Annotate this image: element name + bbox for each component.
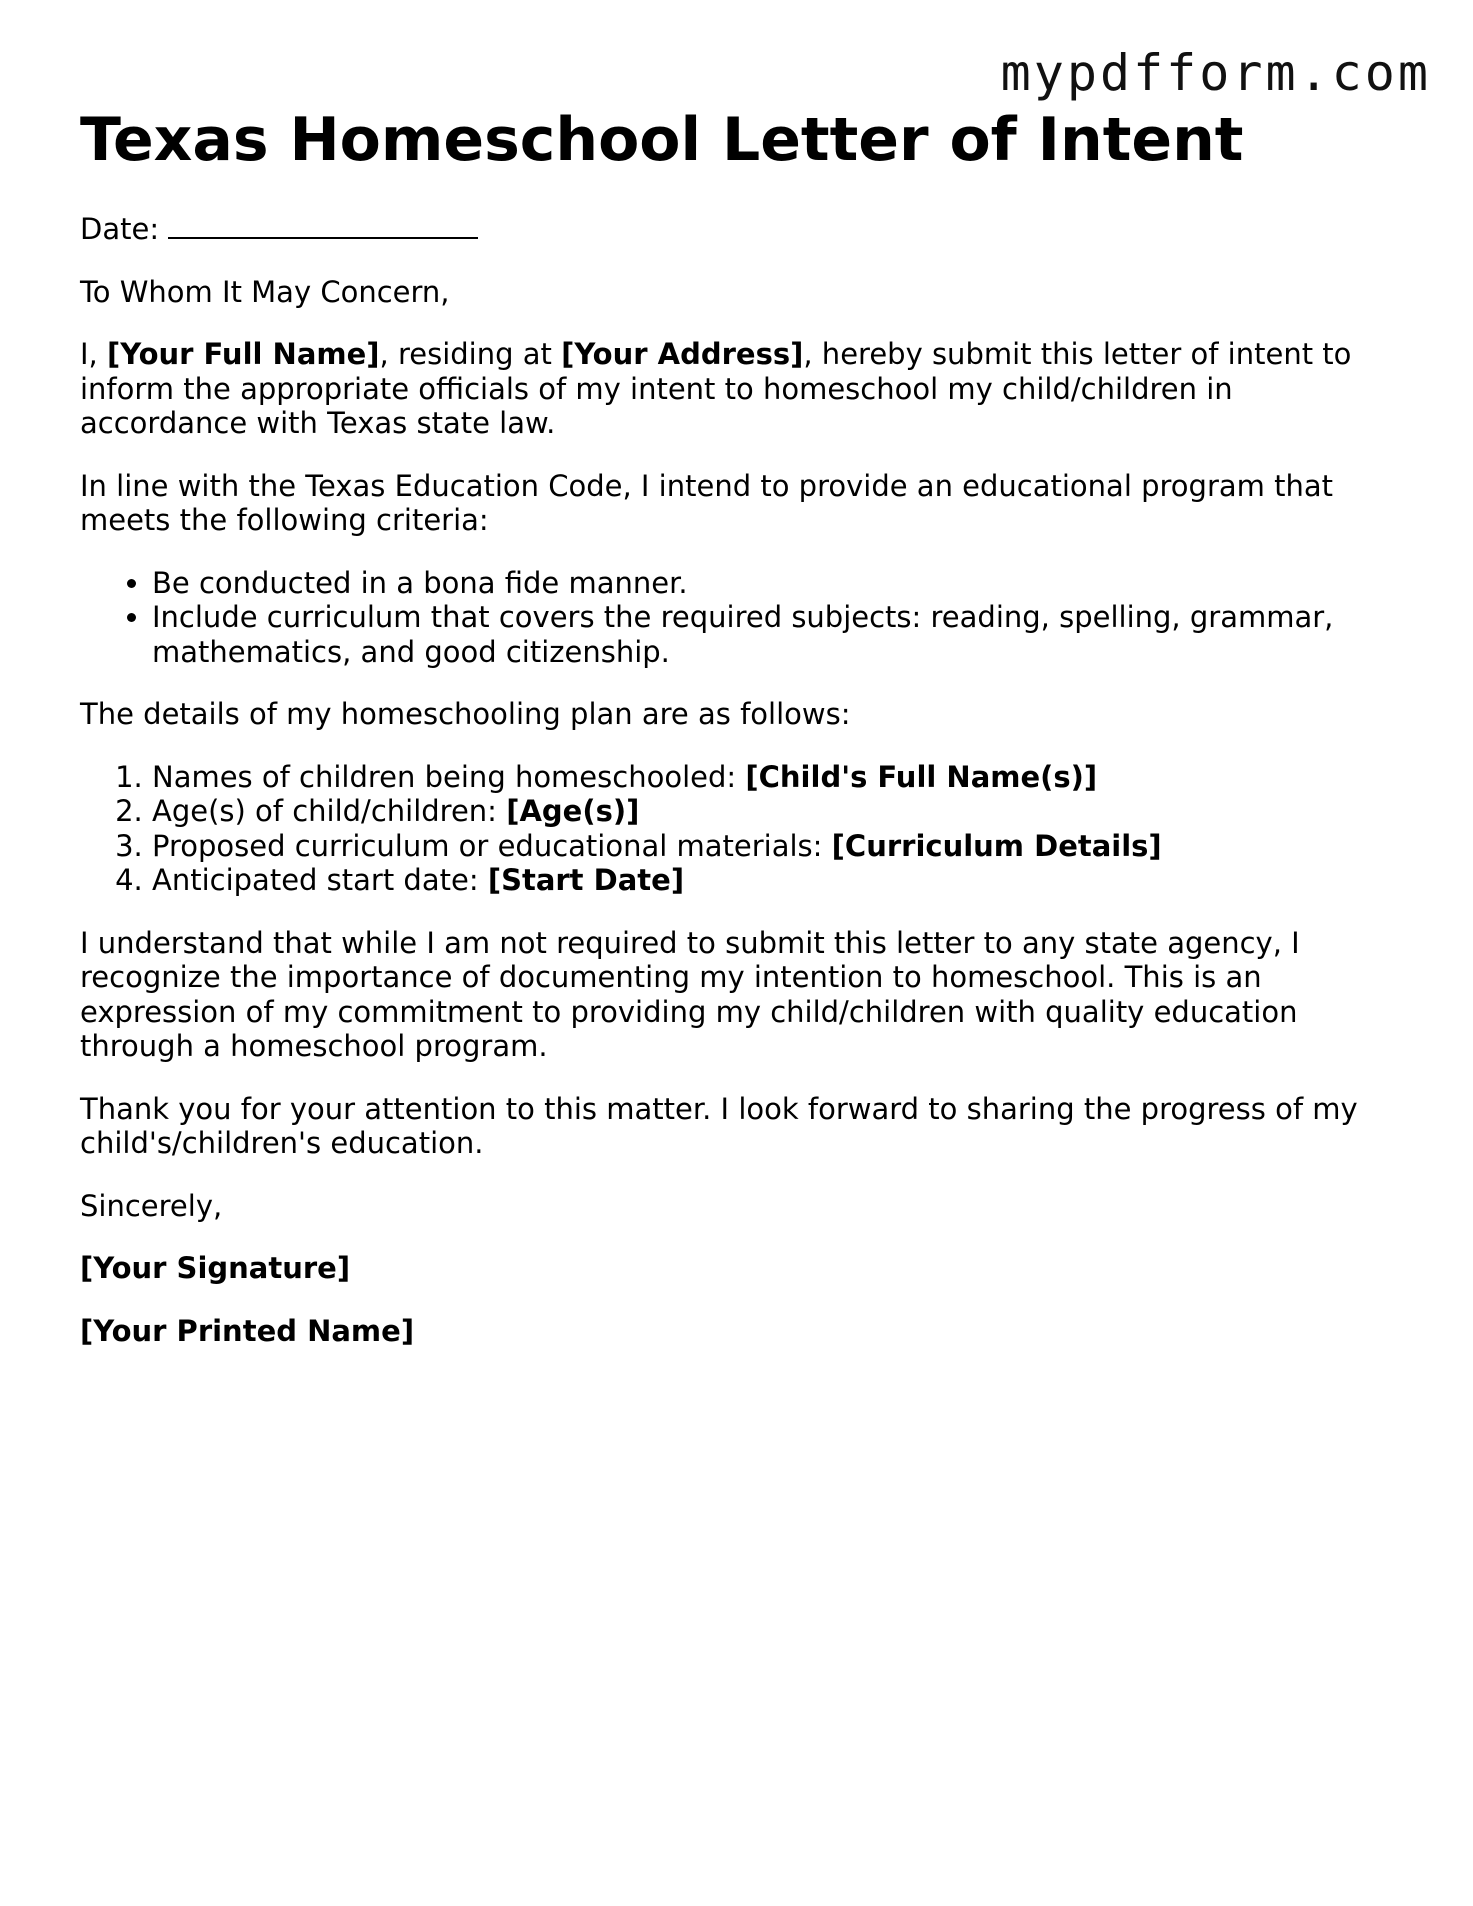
list-item (152, 863, 1400, 898)
signature-placeholder (80, 1251, 1400, 1286)
date-blank-field[interactable] (168, 215, 478, 239)
printed-name-placeholder (80, 1314, 1400, 1349)
details-list (80, 760, 1400, 898)
thanks-paragraph: Thank you for your attention to this matter. I look forward to sharing the progress of my child's/children's education. (80, 1091, 1358, 1160)
date-label: Date: (80, 212, 160, 246)
list-item: • Include curriculum that covers the required subjects: reading, spelling, grammar, mathematics, and good citizenship. (152, 600, 1400, 669)
detail-placeholder: [Age(s)] (506, 794, 640, 828)
list-item (152, 760, 1400, 795)
page-title: Texas Homeschool Letter of Intent (80, 105, 1244, 175)
list-item (152, 829, 1400, 864)
detail-label: Anticipated start date: (152, 863, 488, 897)
greeting: To Whom It May Concern, (80, 274, 450, 309)
signature-text: [Your Signature] (80, 1251, 351, 1285)
list-item (152, 794, 1400, 829)
detail-placeholder: [Child's Full Name(s)] (745, 759, 1098, 794)
address-placeholder: [Your Address] (561, 337, 804, 371)
printed-name-text: [Your Printed Name] (80, 1313, 415, 1348)
intro-prefix: I, (80, 337, 107, 371)
watermark-text: mypdfform.com (1000, 44, 1431, 102)
criteria-list (80, 566, 1400, 670)
detail-placeholder: [Curriculum Details] (831, 828, 1162, 863)
list-item: • Be conducted in a bona fide manner. (152, 566, 1400, 601)
detail-label: Age(s) of child/children: (152, 794, 507, 828)
name-placeholder: [Your Full Name] (107, 337, 380, 371)
detail-placeholder: [Start Date] (487, 863, 685, 897)
intro-mid: , residing at (379, 337, 562, 371)
intro-paragraph (80, 337, 1400, 441)
closing: Sincerely, (80, 1188, 223, 1223)
criteria-intro: In line with the Texas Education Code, I intend to provide an educational program that meets the following criteria: (80, 468, 1334, 537)
intro-suffix: , hereby submit this letter of intent to inform the appropriate officials of my intent to homeschool my child/children in accordance with Texas state law. (80, 337, 1352, 440)
detail-label: Names of children being homeschooled: (152, 759, 746, 794)
letter-body (80, 104, 1400, 1376)
detail-label: Proposed curriculum or educational materials: (152, 828, 832, 863)
understanding-paragraph: I understand that while I am not required to submit this letter to any state agency, I recognize the importance of documenting my intention to homeschool. This is an expression of my commitment to providing my child/children with quality education through a homeschool program. (80, 925, 1300, 1063)
date-line (80, 212, 1400, 247)
details-intro: The details of my homeschooling plan are as follows: (80, 697, 851, 731)
